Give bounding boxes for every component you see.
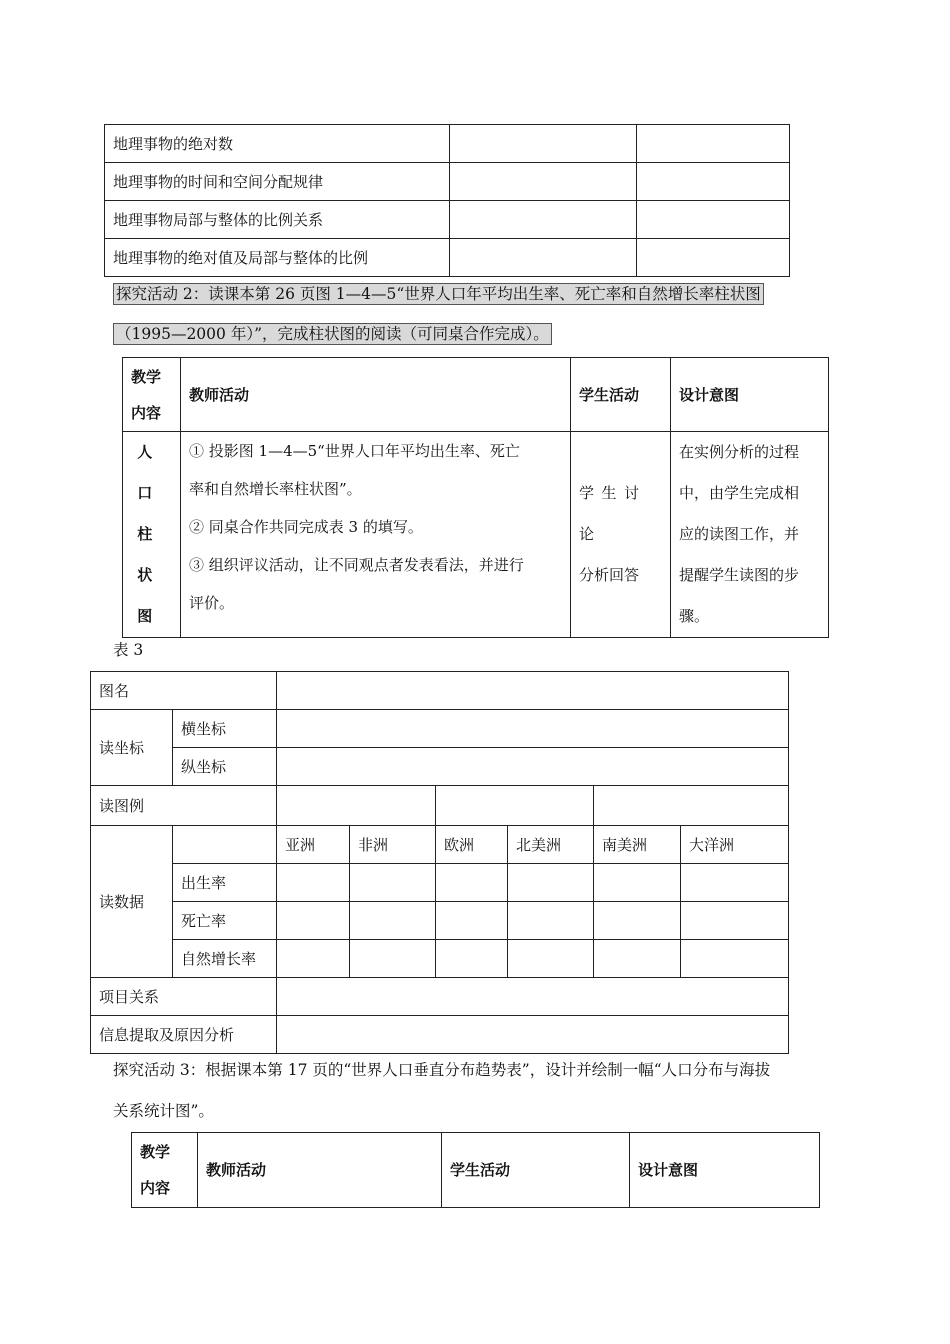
metric-label: 死亡率	[173, 902, 277, 940]
activity2-line1: 探究活动 2：读课本第 26 页图 1—4—5“世界人口年平均出生率、死亡率和自然增长率柱状图	[113, 283, 764, 305]
comparison-table	[104, 124, 790, 277]
teacher-line: 评价。	[189, 594, 235, 612]
analysis-label: 信息提取及原因分析	[91, 1016, 277, 1054]
intent-line: 中，由学生完成相	[679, 484, 800, 502]
table3-caption: 表 3	[113, 641, 144, 659]
header-intent: 设计意图	[671, 358, 829, 432]
metric-label: 自然增长率	[173, 940, 277, 978]
relation-label: 项目关系	[91, 978, 277, 1016]
teacher-line: ① 投影图 1—4—5“世界人口年平均出生率、死亡	[189, 442, 520, 460]
intent-line: 提醒学生读图的步	[679, 566, 800, 584]
title-label: 图名	[91, 672, 277, 710]
header-content	[132, 1133, 198, 1208]
lesson-plan-table	[122, 357, 829, 638]
activity3-line2: 关系统计图”。	[113, 1102, 214, 1120]
intent-line: 在实例分析的过程	[679, 443, 800, 461]
intent-cell	[671, 432, 829, 638]
student-activity-cell	[571, 432, 671, 638]
header-teacher: 教师活动	[181, 358, 571, 432]
continent-header: 欧洲	[436, 826, 508, 864]
table-row-label: 地理事物局部与整体的比例关系	[105, 201, 450, 239]
continent-header: 北美洲	[508, 826, 594, 864]
table-row-label: 地理事物的绝对值及局部与整体的比例	[105, 239, 450, 277]
teacher-line: ② 同桌合作共同完成表 3 的填写。	[189, 518, 423, 536]
content-label: 人口柱状图	[137, 443, 166, 625]
axis-label: 读坐标	[91, 710, 173, 786]
data-label: 读数据	[91, 826, 173, 978]
activity2-line2: （1995—2000 年）”，完成柱状图的阅读（可同桌合作完成）。	[113, 323, 552, 345]
lesson-plan-table-2	[131, 1132, 820, 1208]
header-student: 学生活动	[442, 1133, 630, 1208]
continent-header: 亚洲	[277, 826, 350, 864]
legend-label: 读图例	[91, 786, 277, 826]
chart-reading-table	[90, 671, 789, 1054]
teacher-line: ③ 组织评议活动，让不同观点者发表看法，并进行	[189, 556, 524, 574]
table-row-label: 地理事物的绝对数	[105, 125, 450, 163]
header-intent: 设计意图	[630, 1133, 820, 1208]
table-row-label: 地理事物的时间和空间分配规律	[105, 163, 450, 201]
content-cell	[123, 432, 181, 638]
student-line: 分析回答	[579, 566, 640, 584]
intent-line: 应的读图工作，并	[679, 525, 800, 543]
continent-header: 南美洲	[594, 826, 681, 864]
header-teacher: 教师活动	[198, 1133, 442, 1208]
activity3-line1: 探究活动 3：根据课本第 17 页的“世界人口垂直分布趋势表”，设计并绘制一幅“人口分布与海拔	[113, 1061, 771, 1079]
metric-label: 出生率	[173, 864, 277, 902]
header-content-label: 教学内容	[140, 1143, 171, 1197]
y-axis-label: 纵坐标	[173, 748, 277, 786]
header-student: 学生活动	[571, 358, 671, 432]
teacher-line: 率和自然增长率柱状图”。	[189, 480, 362, 498]
header-content-label: 教学内容	[131, 367, 162, 422]
continent-header: 大洋洲	[681, 826, 789, 864]
x-axis-label: 横坐标	[173, 710, 277, 748]
student-line: 学生讨论	[579, 484, 647, 543]
teacher-activity-cell	[181, 432, 571, 638]
header-content	[123, 358, 181, 432]
intent-line: 骤。	[679, 607, 710, 625]
continent-header: 非洲	[350, 826, 436, 864]
